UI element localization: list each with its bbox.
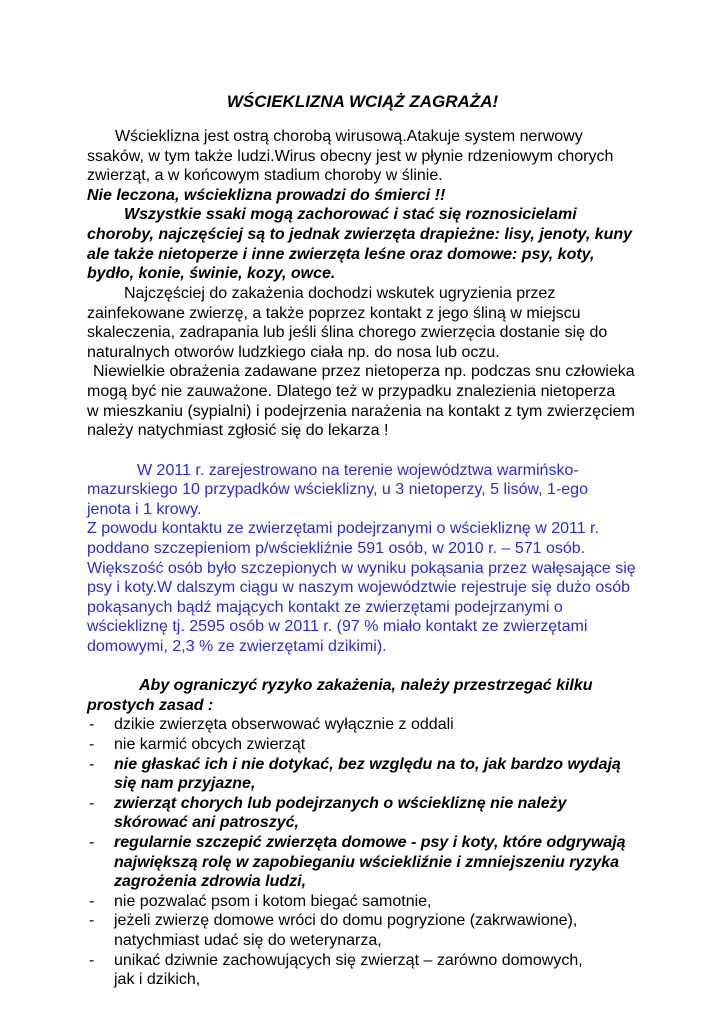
rule-line: dzikie zwierzęta obserwować wyłącznie z oddali bbox=[114, 716, 454, 733]
statistics-line: Z powodu kontaktu ze zwierzętami podejrzanymi o wściekliznę w 2011 r. bbox=[87, 520, 599, 537]
rule-line: nie głaskać ich i nie dotykać, bez względu na to, jak bardzo wydają bbox=[114, 756, 621, 773]
bullet-dash: - bbox=[89, 756, 95, 773]
rule-line: natychmiast udać się do weterynarza, bbox=[114, 932, 382, 949]
bullet-dash: - bbox=[89, 736, 95, 753]
rule-line: nie pozwalać psom i kotom biegać samotnie, bbox=[114, 893, 432, 910]
bullet-dash: - bbox=[89, 893, 95, 910]
rule-line: jeżeli zwierzę domowe wróci do domu pogryzione (zakrwawione), bbox=[114, 912, 578, 929]
statistics-line: pokąsanych bądź mających kontakt ze zwierzętami podejrzanymi o bbox=[87, 599, 563, 616]
statistics-line: mazurskiego 10 przypadków wścieklizny, u 3 nietoperzy, 5 lisów, 1-ego bbox=[87, 481, 588, 498]
bats-line: Niewielkie obrażenia zadawane przez nietoperza np. podczas snu człowieka bbox=[93, 363, 635, 380]
rule-line: się nam przyjazne, bbox=[114, 775, 256, 792]
document-title: WŚCIEKLIZNA WCIĄŻ ZAGRAŻA! bbox=[226, 92, 499, 111]
bullet-dash: - bbox=[89, 795, 95, 812]
intro-line: zwierząt, a w końcowym stadium choroby w ślinie. bbox=[87, 167, 443, 184]
bats-line: w mieszkaniu (sypialni) i podejrzenia narażenia na kontakt z tym zwierzęciem bbox=[87, 403, 635, 420]
infection-line: skaleczenia, zadrapania lub jeśli ślina chorego zwierzęcia dostanie się do bbox=[87, 324, 608, 341]
infection-line: naturalnych otworów ludzkiego ciała np. do nosa lub oczu. bbox=[87, 344, 500, 361]
bullet-dash: - bbox=[89, 912, 95, 929]
rules-intro-line: prostych zasad : bbox=[87, 697, 214, 714]
rules-intro-line: Aby ograniczyć ryzyko zakażenia, należy przestrzegać kilku bbox=[139, 677, 593, 694]
intro-line: Wścieklizna jest ostrą chorobą wirusową.Atakuje system nerwowy bbox=[115, 128, 583, 145]
statistics-line: domowymi, 2,3 % ze zwierzętami dzikimi). bbox=[87, 638, 387, 655]
rule-line: największą rolę w zapobieganiu wściekliźnie i zmniejszeniu ryzyka bbox=[114, 854, 620, 871]
rule-line: regularnie szczepić zwierzęta domowe - psy i koty, które odgrywają bbox=[114, 834, 626, 851]
rule-line: jak i dzikich, bbox=[114, 971, 201, 988]
infection-line: zainfekowane zwierzę, a także poprzez kontakt z jego śliną w miejscu bbox=[87, 305, 581, 322]
bats-line: mogą być nie zauważone. Dlatego też w przypadku znalezienia nietoperza bbox=[87, 383, 616, 400]
rule-line: skórować ani patroszyć, bbox=[114, 814, 299, 831]
statistics-line: psy i koty.W dalszym ciągu w naszym województwie rejestruje się dużo osób bbox=[87, 579, 631, 596]
carriers-line: bydło, konie, świnie, kozy, owce. bbox=[87, 265, 336, 282]
statistics-line: Większość osób było szczepionych w wyniku pokąsania przez wałęsające się bbox=[87, 560, 636, 577]
bullet-dash: - bbox=[89, 834, 95, 851]
rule-line: unikać dziwnie zachowujących się zwierząt – zarówno domowych, bbox=[114, 952, 583, 969]
rule-line: nie karmić obcych zwierząt bbox=[114, 736, 306, 753]
rule-line: zwierząt chorych lub podejrzanych o wściekliznę nie należy bbox=[114, 795, 567, 812]
bats-line: należy natychmiast zgłosić się do lekarza ! bbox=[87, 422, 389, 439]
bullet-dash: - bbox=[89, 716, 95, 733]
statistics-line: jenota i 1 krowy. bbox=[87, 501, 202, 518]
statistics-line: poddano szczepieniom p/wściekliźnie 591 osób, w 2010 r. – 571 osób. bbox=[87, 540, 586, 557]
infection-line: Najczęściej do zakażenia dochodzi wskutek ugryzienia przez bbox=[124, 285, 556, 302]
statistics-line: wściekliznę tj. 2595 osób w 2011 r. (97 % miało kontakt ze zwierzętami bbox=[87, 618, 588, 635]
bullet-dash: - bbox=[89, 952, 95, 969]
statistics-line: W 2011 r. zarejestrowano na terenie województwa warmińsko- bbox=[137, 462, 579, 479]
intro-line: ssaków, w tym także ludzi.Wirus obecny jest w płynie rdzeniowym chorych bbox=[87, 148, 614, 165]
rule-line: zagrożenia zdrowia ludzi, bbox=[114, 873, 307, 890]
warning-text: Nie leczona, wścieklizna prowadzi do śmierci !! bbox=[87, 187, 446, 204]
carriers-line: choroby, najczęściej są to jednak zwierzęta drapieżne: lisy, jenoty, kuny bbox=[87, 226, 633, 243]
carriers-line: ale także nietoperze i inne zwierzęta leśne oraz domowe: psy, koty, bbox=[87, 246, 595, 263]
carriers-line: Wszystkie ssaki mogą zachorować i stać się roznosicielami bbox=[124, 206, 577, 223]
